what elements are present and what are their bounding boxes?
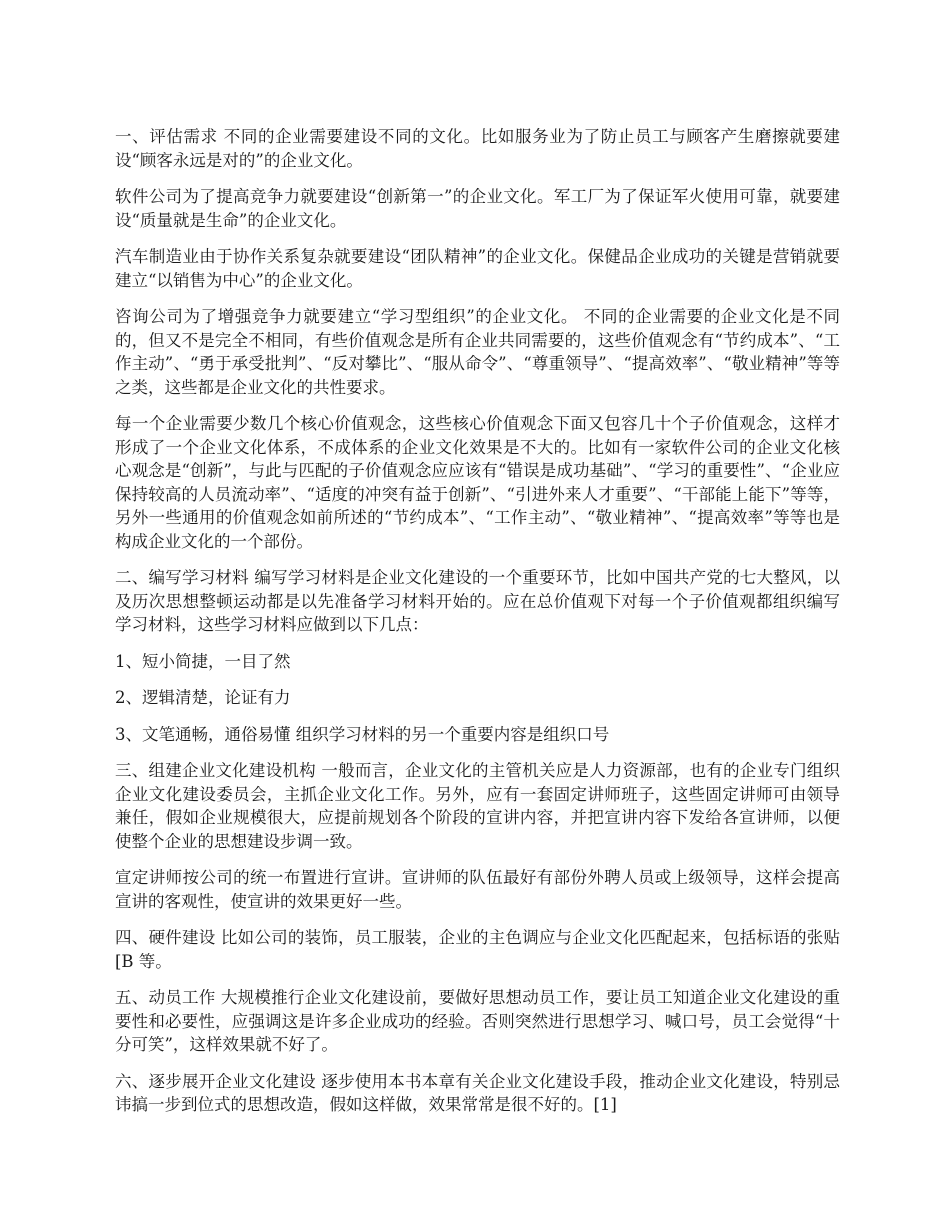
paragraph-14: 六、逐步展开企业文化建设 逐步使用本书本章有关企业文化建设手段，推动企业文化建设，特别忌讳搞一步到位式的思想改造，假如这样做，效果常常是很不好的。[1] [115, 1071, 840, 1114]
paragraph-12: 四、硬件建设 比如公司的装饰，员工服装，企业的主色调应与企业文化匹配起来，包括标语的张贴[B 等。 [115, 928, 840, 971]
list-item-3: 3、文笔通畅，通俗易懂 组织学习材料的另一个重要内容是组织口号 [115, 724, 610, 744]
paragraph-5: 每一个企业需要少数几个核心价值观念，这些核心价值观念下面又包容几十个子价值观念，这样才形成了一个企业文化体系，不成体系的企业文化效果是不大的。比如有一家软件公司的企业文化核心观念是“创新”，与此与匹配的子价值观念应应该有“错误是成功基础”、“学习的重要性”、“企业应保持较高的人员流动率”、“适度的冲突有益于创新”、“引进外来人才重要”、“干部能上能下”等等，另外一些通用的价值观念如前所述的“节约成本”、“工作主动”、“敬业精神”、“提高效率”等等也是构成企业文化的一个部份。 [115, 414, 840, 551]
paragraph-4: 咨询公司为了增强竞争力就要建立“学习型组织”的企业文化。 不同的企业需要的企业文化是不同的，但又不是完全不相同，有些价值观念是所有企业共同需要的，这些价值观念有“节约成本”、“工作主动”、“勇于承受批判”、“反对攀比”、“服从命令”、“尊重领导”、“提高效率”、“敬业精神”等等之类，这些都是企业文化的共性要求。 [115, 307, 840, 397]
paragraph-11: 宣定讲师按公司的统一布置进行宣讲。宣讲师的队伍最好有部份外聘人员或上级领导，这样会提高宣讲的客观性，使宣讲的效果更好一些。 [115, 868, 840, 911]
paragraph-3: 汽车制造业由于协作关系复杂就要建设“团队精神”的企业文化。保健品企业成功的关键是营销就要建立“以销售为中心”的企业文化。 [115, 247, 840, 290]
document-body [115, 125, 840, 1130]
list-item-1: 1、短小简捷，一目了然 [115, 651, 291, 671]
paragraph-13: 五、动员工作 大规模推行企业文化建设前，要做好思想动员工作，要让员工知道企业文化建设的重要性和必要性，应强调这是许多企业成功的经验。否则突然进行思想学习、喊口号，员工会觉得“十分可笑”，这样效果就不好了。 [115, 988, 840, 1054]
paragraph-1: 一、评估需求 不同的企业需要建设不同的文化。比如服务业为了防止员工与顾客产生磨擦就要建设“顾客永远是对的”的企业文化。 [115, 127, 840, 170]
paragraph-10: 三、组建企业文化建设机构 一般而言，企业文化的主管机关应是人力资源部，也有的企业专门组织企业文化建设委员会，主抓企业文化工作。另外，应有一套固定讲师班子，这些固定讲师可由领导兼任，假如企业规模很大，应提前规划各个阶段的宣讲内容，并把宣讲内容下发给各宣讲师，以便使整个企业的思想建设步调一致。 [115, 761, 840, 851]
list-item-2: 2、逻辑清楚，论证有力 [115, 688, 291, 707]
paragraph-6: 二、编写学习材料 编写学习材料是企业文化建设的一个重要环节，比如中国共产党的七大整风，以及历次思想整顿运动都是以先准备学习材料开始的。应在总价值观下对每一个子价值观都组织编写学习材料，这些学习材料应做到以下几点： [115, 568, 840, 634]
paragraph-2: 软件公司为了提高竞争力就要建设“创新第一”的企业文化。军工厂为了保证军火使用可靠，就要建设“质量就是生命”的企业文化。 [115, 187, 840, 230]
